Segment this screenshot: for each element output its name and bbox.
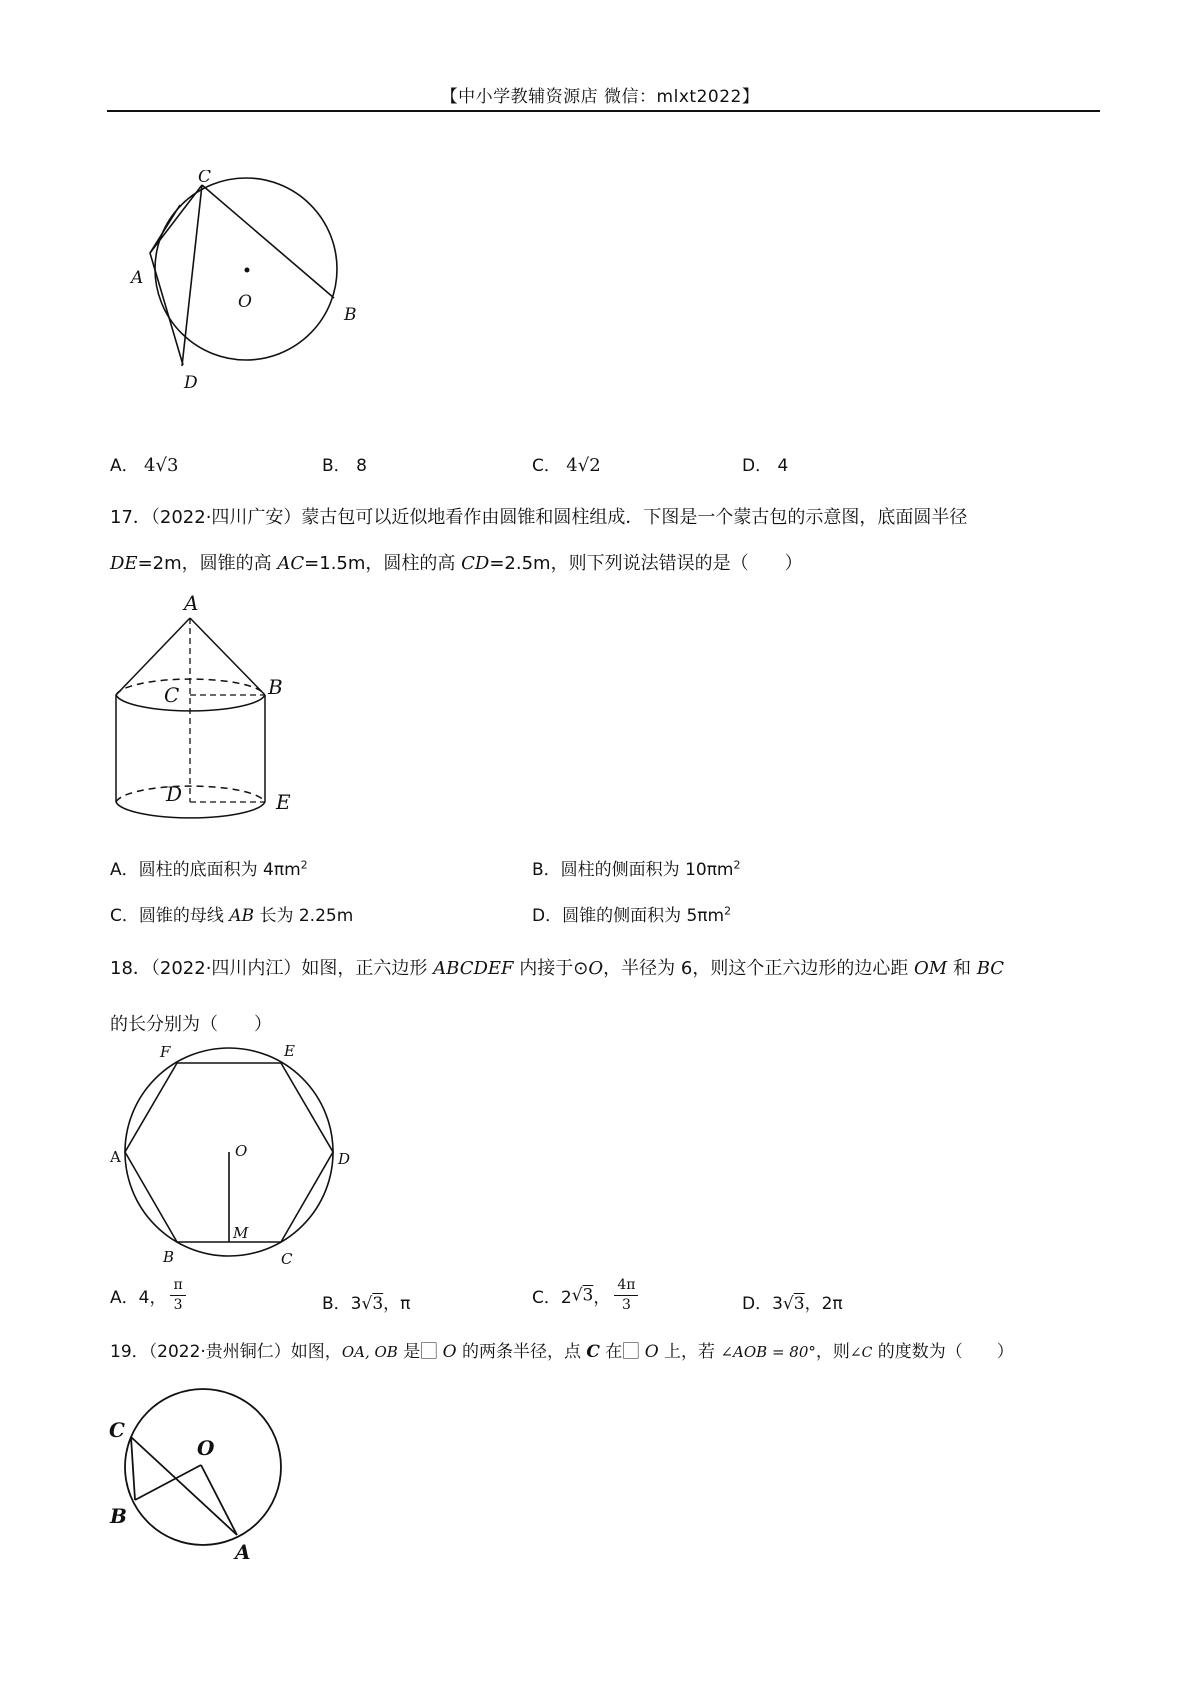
q16-chord-cd	[182, 185, 202, 366]
q18-option-a-num: π	[170, 1276, 185, 1296]
q18-option-a-fraction	[170, 1276, 185, 1315]
q16-option-b-value: 8	[356, 456, 367, 476]
q17-option-d-text: D．圆锥的侧面积为 5πm	[532, 906, 725, 926]
q17-option-c-post: 长为 2.25m	[254, 906, 354, 926]
q16-option-d	[742, 451, 788, 476]
q17-label-c: C	[164, 683, 180, 707]
q18-option-a-key: A．4，	[110, 1288, 167, 1308]
q19-label-c: C	[109, 1418, 125, 1442]
q16-circle-figure	[120, 170, 380, 400]
q17-option-d-sup: 2	[724, 904, 732, 918]
q16-chords	[150, 205, 183, 365]
q17-yurt-figure	[108, 590, 308, 830]
q16-label-a: A	[131, 268, 144, 288]
q17-label-d: D	[166, 782, 183, 806]
q17-option-c	[110, 901, 353, 926]
q16-option-b	[322, 451, 367, 476]
q16-label-b: B	[344, 305, 357, 325]
q16-option-c-value: 4√2	[566, 455, 601, 476]
q18-hexagon-figure	[108, 1040, 368, 1270]
q17-option-c-ab: AB	[229, 906, 255, 926]
q18-text-c: 内接于⊙	[513, 958, 589, 979]
q16-label-o: O	[238, 292, 252, 312]
q17-label-b: B	[268, 675, 283, 699]
q18-option-d-radicand: 3	[793, 1294, 805, 1314]
q18-text-e: ，半径为 6，则这个正六边形的边心距	[603, 958, 915, 979]
q17-de: DE	[110, 553, 138, 574]
q18-label-a: A	[110, 1148, 121, 1166]
q16-option-c-key: C．	[532, 456, 561, 476]
q18-option-a	[110, 1276, 190, 1315]
q18-option-c-sqrt: √3	[571, 1285, 594, 1306]
q18-label-m: M	[233, 1224, 249, 1242]
q17-option-b-text: B．圆柱的侧面积为 10πm	[532, 860, 734, 880]
q19-label-b: B	[110, 1504, 127, 1528]
q18-label-d: D	[338, 1150, 351, 1168]
q18-text-g: 和	[947, 958, 977, 979]
q18-option-c-key: C．2	[532, 1288, 572, 1308]
q19-text-m: 的度数为（ ）	[872, 1342, 1014, 1362]
q16-option-b-key: B．	[322, 456, 351, 476]
q18-option-b-sqrt: √3	[361, 1294, 384, 1314]
q19-text-a: 19．（2022·贵州铜仁）如图，	[110, 1342, 342, 1362]
q17-label-a: A	[184, 591, 199, 615]
q18-option-c	[532, 1276, 642, 1315]
q16-option-c	[532, 451, 601, 476]
q18-option-d-key: D．3	[742, 1294, 783, 1314]
q16-chord-ac	[150, 185, 202, 253]
q19-circle-figure	[105, 1385, 285, 1565]
q18-option-a-den: 3	[173, 1297, 183, 1313]
q18-option-c-radicand: 3	[582, 1285, 594, 1306]
q18-option-c-den: 3	[621, 1297, 631, 1313]
q16-option-a	[110, 451, 178, 476]
q16-option-d-key: D．	[742, 456, 773, 476]
q18-label-f: F	[160, 1043, 171, 1061]
q19-angle-aob: ∠AOB = 80°	[720, 1343, 816, 1361]
q17-text-b: =2m，圆锥的高	[137, 553, 278, 574]
q19-angle-c: ∠C	[849, 1345, 873, 1361]
q17-ac: AC	[277, 553, 305, 574]
q18-option-b	[322, 1289, 410, 1314]
q16-chord-cb	[202, 185, 334, 298]
q17-option-d	[532, 901, 731, 926]
q17-text-d: =1.5m，圆柱的高	[304, 553, 462, 574]
q19-text-c: 是⃞	[397, 1342, 443, 1362]
q19-label-o: O	[197, 1436, 215, 1460]
q17-bottom-ellipse-front	[116, 802, 265, 818]
q18-label-e: E	[284, 1042, 295, 1060]
q17-label-e: E	[276, 790, 291, 814]
page-header: 【中小学教辅资源店 微信：mlxt2022】	[440, 87, 760, 107]
q18-o: O	[588, 958, 604, 979]
q17-line-1: 17．（2022·四川广安）蒙古包可以近似地看作由圆锥和圆柱组成．下图是一个蒙古包的示意图，底面圆半径	[110, 507, 968, 528]
q17-cd: CD	[461, 553, 490, 574]
q16-label-d: D	[184, 373, 198, 393]
q17-option-b-sup: 2	[733, 858, 741, 872]
header-rule	[107, 110, 1100, 112]
q18-label-c: C	[281, 1250, 293, 1268]
q19-text-i: 上，若	[658, 1342, 721, 1362]
q17-option-b	[532, 855, 741, 880]
q18-label-b: B	[163, 1248, 175, 1266]
q19-text-e: 的两条半径，点	[456, 1342, 587, 1362]
q18-abcdef: ABCDEF	[433, 958, 514, 979]
q17-option-c-pre: C．圆锥的母线	[110, 906, 230, 926]
q16-option-d-value: 4	[777, 456, 789, 476]
q18-bc: BC	[976, 958, 1005, 979]
q16-label-c: C	[198, 170, 212, 187]
q18-option-b-key: B．3	[322, 1294, 362, 1314]
q18-option-c-num: 4π	[614, 1276, 638, 1296]
q17-text-f: =2.5m，则下列说法错误的是（ ）	[489, 553, 803, 574]
q17-cone-right	[190, 618, 265, 695]
q17-line-2	[110, 541, 803, 586]
q16-center-dot	[245, 268, 250, 273]
q19-text-g: 在⃞	[599, 1342, 645, 1362]
q18-option-d	[742, 1289, 843, 1314]
q18-label-o: O	[235, 1142, 248, 1160]
q18-option-b-radicand: 3	[372, 1294, 384, 1314]
q19-radius-oa	[201, 1465, 237, 1535]
q19-line-1	[110, 1330, 1014, 1376]
q19-c: C	[586, 1342, 600, 1362]
q16-option-a-key: A．	[110, 456, 139, 476]
q17-option-a	[110, 855, 308, 880]
q18-text-a: 18．（2022·四川内江）如图，正六边形	[110, 958, 434, 979]
q19-oa-ob: OA, OB	[341, 1343, 398, 1361]
q16-option-a-value: 4√3	[144, 455, 179, 476]
q18-option-c-fraction	[614, 1276, 638, 1315]
q17-option-a-sup: 2	[300, 858, 308, 872]
q19-text-k: ，则	[815, 1342, 850, 1362]
q18-option-c-mid: ，	[593, 1288, 611, 1308]
q18-option-b-post: ，π	[383, 1294, 411, 1314]
q18-option-d-post: ，2π	[804, 1294, 843, 1314]
q19-label-a: A	[235, 1540, 251, 1564]
q19-o-1: O	[442, 1342, 457, 1362]
q18-line-1	[110, 946, 1004, 991]
q18-om: OM	[914, 958, 948, 979]
q17-option-a-text: A．圆柱的底面积为 4πm	[110, 860, 301, 880]
q18-option-d-sqrt: √3	[782, 1294, 805, 1314]
q18-line-2: 的长分别为（ ）	[110, 1014, 272, 1035]
q19-chord-cb	[131, 1437, 135, 1500]
q19-o-2: O	[644, 1342, 659, 1362]
